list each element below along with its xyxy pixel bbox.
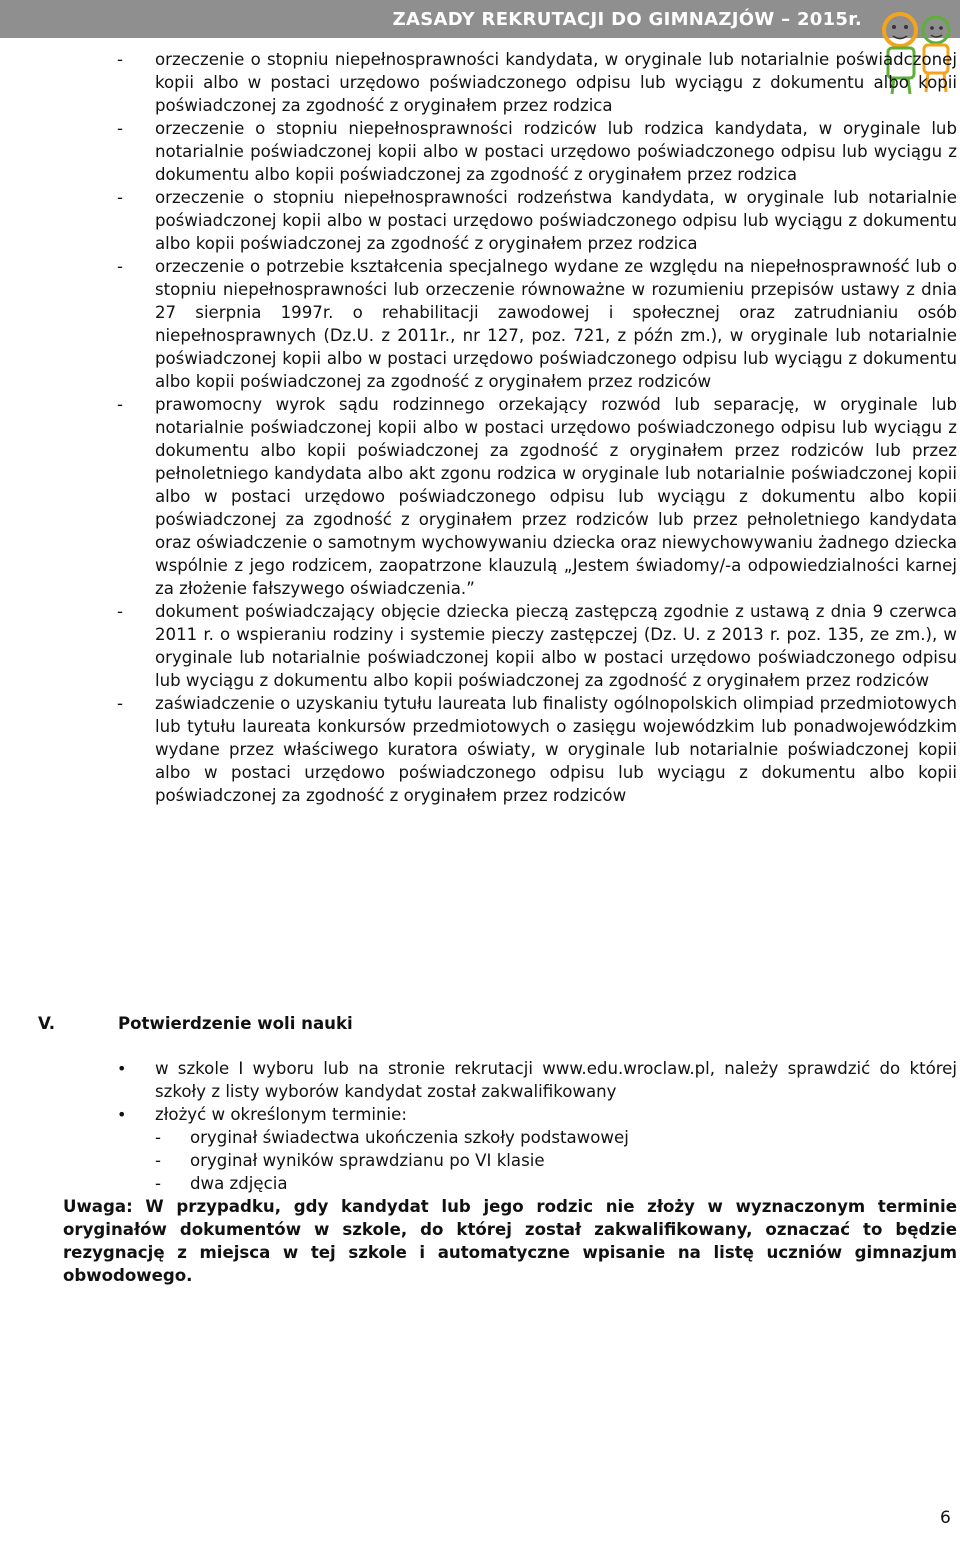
list-item	[117, 255, 957, 393]
bullet-marker: •	[117, 1059, 127, 1078]
list-item	[117, 48, 957, 117]
dash-marker: -	[155, 1128, 161, 1147]
sub-list-item	[155, 1126, 957, 1149]
sub-list-item	[155, 1149, 957, 1172]
list-item	[117, 186, 957, 255]
list-item-text: dokument poświadczający objęcie dziecka pieczą zastępczą zgodnie z ustawą z dnia 9 czerwca 2011 r. o wspieraniu rodziny i systemie pieczy zastępczej (Dz. U. z 2013 r. poz. 135, ze zm.), w oryginale lub notarialnie poświadczonej kopii albo w postaci urzędowo poświadczonego odpisu lub wyciągu z dokumentu albo kopii poświadczonej za zgodność z oryginałem przez rodziców	[155, 602, 957, 690]
list-item	[117, 600, 957, 692]
list-item	[117, 117, 957, 186]
sub-list-item	[155, 1172, 957, 1195]
list-item-text: zaświadczenie o uzyskaniu tytułu laureata lub finalisty ogólnopolskich olimpiad przedmiotowych lub tytułu laureata konkursów przedmiotowych o zasięgu wojewódzkim lub ponadwojewódzkim wydane przez właściwego kuratora oświaty, w oryginale lub notarialnie poświadczonej kopii albo w postaci urzędowo poświadczonego odpisu lub wyciągu z dokumentu albo kopii poświadczonej za zgodność z oryginałem przez rodziców	[155, 694, 957, 805]
header-title: ZASADY REKRUTACJI DO GIMNAZJÓW – 2015r.	[392, 8, 862, 30]
dash-marker: -	[117, 257, 123, 276]
list-item	[117, 1103, 957, 1195]
section-number: V.	[38, 1014, 56, 1033]
dash-marker: -	[117, 602, 123, 621]
sub-list-item-text: oryginał świadectwa ukończenia szkoły podstawowej	[190, 1128, 629, 1147]
list-item	[117, 393, 957, 600]
list-item-text: orzeczenie o stopniu niepełnosprawności rodzeństwa kandydata, w oryginale lub notarialnie poświadczonej kopii albo w postaci urzędowo poświadczonego odpisu lub wyciągu z dokumentu albo kopii poświadczonej za zgodność z oryginałem przez rodzica	[155, 188, 957, 253]
section-heading	[38, 1012, 353, 1035]
sub-list-item-text: oryginał wyników sprawdzianu po VI klasie	[190, 1151, 545, 1170]
list-item-text: orzeczenie o stopniu niepełnosprawności kandydata, w oryginale lub notarialnie poświadczonej kopii albo w postaci urzędowo poświadczonego odpisu lub wyciągu z dokumentu albo kopii poświadczonej za zgodność z oryginałem przez rodzica	[155, 50, 957, 115]
list-item	[117, 1057, 957, 1103]
dash-marker: -	[117, 119, 123, 138]
page-number: 6	[940, 1508, 951, 1528]
dash-marker: -	[117, 50, 123, 69]
documents-block	[117, 48, 957, 807]
bullet-list	[117, 1057, 957, 1195]
sub-list-item-text: dwa zdjęcia	[190, 1174, 288, 1193]
running-header	[0, 0, 960, 38]
dash-marker: -	[155, 1151, 161, 1170]
list-item-text: złożyć w określonym terminie:	[155, 1105, 407, 1124]
list-item-text: orzeczenie o potrzebie kształcenia specjalnego wydane ze względu na niepełnosprawność lub o stopniu niepełnosprawności lub orzeczenie równoważne w rozumieniu przepisów ustawy z dnia 27 sierpnia 1997r. o rehabilitacji zawodowej i społecznej oraz zatrudnianiu osób niepełnosprawnych (Dz.U. z 2011r., nr 127, poz. 721, z późn zm.), w oryginale lub notarialnie poświadczonej kopii albo w postaci urzędowo poświadczonego odpisu lub wyciągu z dokumentu albo kopii poświadczonej za zgodność z oryginałem przez rodziców	[155, 257, 957, 391]
section-title: Potwierdzenie woli nauki	[118, 1014, 353, 1033]
list-item-text: prawomocny wyrok sądu rodzinnego orzekający rozwód lub separację, w oryginale lub notarialnie poświadczonej kopii albo w postaci urzędowo poświadczonego odpisu lub wyciągu z dokumentu albo kopii poświadczonej za zgodność z oryginałem przez rodziców lub przez pełnoletniego kandydata albo akt zgonu rodzica w oryginale lub notarialnie poświadczonej kopii albo w postaci urzędowo poświadczonego odpisu lub wyciągu z dokumentu albo kopii poświadczonej za zgodność z oryginałem przez rodziców lub przez pełnoletniego kandydata oraz oświadczenie o samotnym wychowywaniu dziecka oraz niewychowywaniu żadnego dziecka wspólnie z jego rodzicem, zaopatrzone klauzulą „Jestem świadomy/-a odpowiedzialności karnej za złożenie fałszywego oświadczenia.”	[155, 395, 957, 598]
dash-marker: -	[117, 694, 123, 713]
sub-list	[155, 1126, 957, 1195]
bullet-marker: •	[117, 1105, 127, 1124]
warning-note: Uwaga: W przypadku, gdy kandydat lub jego rodzic nie złoży w wyznaczonym terminie oryginałów dokumentów w szkole, do której został zakwalifikowany, oznaczać to będzie rezygnację z miejsca w tej szkole i automatyczne wpisanie na listę uczniów gimnazjum obwodowego.	[63, 1197, 957, 1285]
documents-list	[117, 48, 957, 807]
list-item	[117, 692, 957, 807]
dash-marker: -	[117, 395, 123, 414]
list-item-text: w szkole I wyboru lub na stronie rekrutacji www.edu.wroclaw.pl, należy sprawdzić do której szkoły z listy wyborów kandydat został zakwalifikowany	[155, 1059, 957, 1101]
list-item-text: orzeczenie o stopniu niepełnosprawności rodziców lub rodzica kandydata, w oryginale lub notarialnie poświadczonej kopii albo w postaci urzędowo poświadczonego odpisu lub wyciągu z dokumentu albo kopii poświadczonej za zgodność z oryginałem przez rodzica	[155, 119, 957, 184]
dash-marker: -	[155, 1174, 161, 1193]
dash-marker: -	[117, 188, 123, 207]
